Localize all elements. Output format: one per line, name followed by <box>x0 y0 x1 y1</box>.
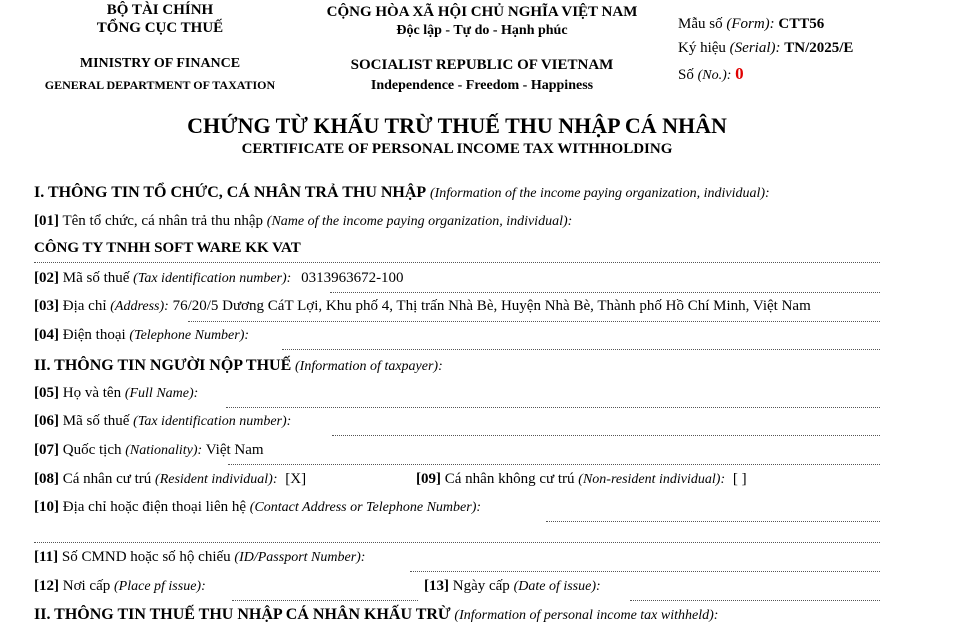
contact-line-1 <box>546 521 880 522</box>
form-number <box>678 16 824 33</box>
contact-line-2 <box>34 542 880 543</box>
serial-label-en: (Serial): <box>729 40 781 56</box>
document-number <box>678 64 744 84</box>
resident-checkbox[interactable]: [X] <box>285 471 307 487</box>
nationality-value: Việt Nam <box>205 442 264 458</box>
no-value: 0 <box>735 64 744 83</box>
taxpayer-tax-id-line <box>332 435 880 436</box>
id-passport-line <box>410 571 880 572</box>
republic-vi: CỘNG HÒA XÃ HỘI CHỦ NGHĨA VIỆT NAM <box>326 4 638 20</box>
field-10: [10] Địa chỉ hoặc điện thoại liên hệ (Contact Address or Telephone Number): <box>34 499 482 515</box>
section1-heading: I. THÔNG TIN TỔ CHỨC, CÁ NHÂN TRẢ THU NHẬP (Information of the income paying organization, individual): <box>34 184 770 201</box>
serial-value: TN/2025/E <box>784 40 854 56</box>
nationality-line <box>228 464 880 465</box>
field-05: [05] Họ và tên (Full Name): <box>34 385 199 401</box>
republic-en: SOCIALIST REPUBLIC OF VIETNAM <box>350 57 614 73</box>
field-07: [07] Quốc tịch (Nationality): Việt Nam <box>34 442 264 458</box>
field-12: [12] Nơi cấp (Place pf issue): <box>34 578 206 594</box>
non-resident-checkbox[interactable]: [ ] <box>732 471 747 487</box>
ministry-en-2: GENERAL DEPARTMENT OF TAXATION <box>44 78 276 92</box>
payer-address-value: 76/20/5 Dương CáT Lợi, Khu phố 4, Thị trấn Nhà Bè, Huyện Nhà Bè, Thành phố Hồ Chí Minh, Việt Nam <box>172 298 811 314</box>
serial-label: Ký hiệu <box>678 40 726 56</box>
date-of-issue-line <box>630 600 880 601</box>
field-02: [02] Mã số thuế (Tax identification number): 0313963672-100 <box>34 270 404 286</box>
payer-address-line <box>188 321 880 322</box>
ministry-en-1: MINISTRY OF FINANCE <box>79 56 241 71</box>
title-en: CERTIFICATE OF PERSONAL INCOME TAX WITHHOLDING <box>241 141 673 157</box>
field-08: [08] Cá nhân cư trú (Resident individual): [X] <box>34 471 307 487</box>
form-value: CTT56 <box>778 16 825 32</box>
no-label: Số <box>678 67 694 83</box>
form-label-en: (Form): <box>726 16 775 32</box>
payer-name-line <box>34 262 880 263</box>
field-01: [01] Tên tổ chức, cá nhân trả thu nhập (Name of the income paying organization, individual): <box>34 213 573 229</box>
payer-phone-line <box>282 349 880 350</box>
serial-number <box>678 40 853 57</box>
payer-tax-id-line <box>330 292 880 293</box>
motto-en: Independence - Freedom - Happiness <box>370 78 594 93</box>
title-vi: CHỨNG TỪ KHẤU TRỪ THUẾ THU NHẬP CÁ NHÂN <box>187 113 727 138</box>
place-of-issue-line <box>232 600 418 601</box>
section2-heading: II. THÔNG TIN NGƯỜI NỘP THUẾ (Information of taxpayer): <box>34 357 443 374</box>
field-03: [03] Địa chỉ (Address): 76/20/5 Dương CáT Lợi, Khu phố 4, Thị trấn Nhà Bè, Huyện Nhà Bè, Thành phố Hồ Chí Minh, Việt Nam <box>34 298 811 314</box>
ministry-vi-1: BỘ TÀI CHÍNH <box>106 2 214 18</box>
section3-heading: II. THÔNG TIN THUẾ THU NHẬP CÁ NHÂN KHẤU TRỪ (Information of personal income tax withheld): <box>34 606 719 623</box>
field-13: [13] Ngày cấp (Date of issue): <box>424 578 601 594</box>
payer-tax-id-value: 0313963672-100 <box>301 270 404 286</box>
ministry-vi-2: TỔNG CỤC THUẾ <box>96 20 224 36</box>
no-label-en: (No.): <box>697 68 732 83</box>
form-label: Mẫu số <box>678 16 723 32</box>
taxpayer-name-line <box>226 407 880 408</box>
motto-vi: Độc lập - Tự do - Hạnh phúc <box>396 23 568 38</box>
payer-name-value: CÔNG TY TNHH SOFT WARE KK VAT <box>34 240 301 256</box>
field-11: [11] Số CMND hoặc số hộ chiếu (ID/Passport Number): <box>34 549 366 565</box>
field-04: [04] Điện thoại (Telephone Number): <box>34 327 250 343</box>
field-06: [06] Mã số thuế (Tax identification number): <box>34 413 292 429</box>
field-09: [09] Cá nhân không cư trú (Non-resident individual): [ ] <box>416 471 747 487</box>
